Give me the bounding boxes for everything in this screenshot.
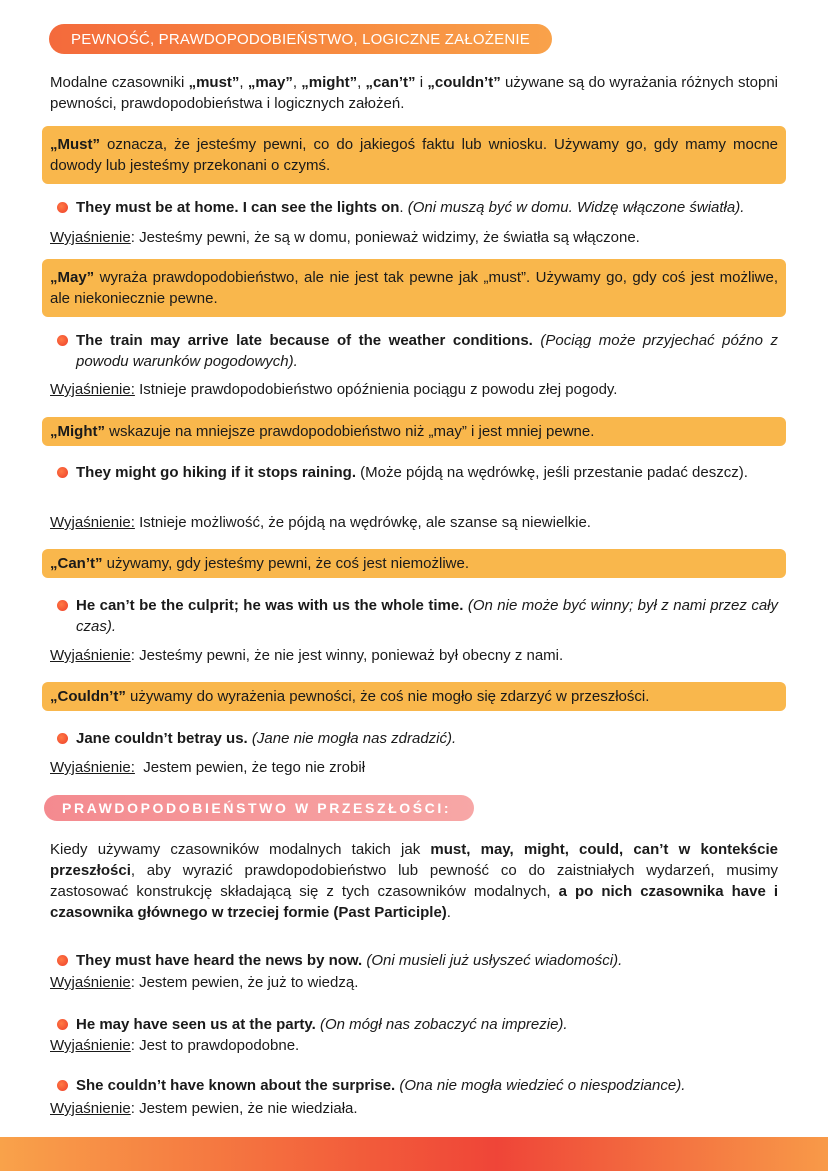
may-definition-box bbox=[42, 259, 786, 317]
couldnt-description: używamy do wyrażenia pewności, że coś nie mogło się zdarzyć w przeszłości. bbox=[125, 688, 650, 705]
may-explanation: Wyjaśnienie: Istnieje prawdopodobieństwo opóźnienia pociągu z powodu złej pogody. bbox=[50, 381, 618, 398]
must-explanation: Wyjaśnienie: Jesteśmy pewni, że są w domu, ponieważ widzimy, że światła są włączone. bbox=[50, 229, 640, 246]
cant-explanation: Wyjaśnienie: Jesteśmy pewni, że nie jest winny, ponieważ był obecny z nami. bbox=[50, 647, 564, 664]
past-explanation-3: Wyjaśnienie: Jestem pewien, że nie wiedziała. bbox=[50, 1100, 358, 1117]
bullet-icon bbox=[57, 733, 68, 744]
past-example-1: They must have heard the news by now. (Oni musieli już usłyszeć wiadomości). bbox=[76, 952, 623, 969]
may-term: „May” bbox=[50, 269, 95, 286]
section-heading-certainty bbox=[49, 24, 552, 54]
might-example: They might go hiking if it stops raining. (Może pójdą na wędrówkę, jeśli przestanie padać deszcz). bbox=[76, 464, 748, 481]
section-heading-text: PRAWDOPODOBIEŃSTWO W PRZESZŁOŚCI: bbox=[62, 800, 452, 816]
may-example: The train may arrive late because of the weather conditions. (Pociąg może przyjechać późno z powodu warunków pogodowych). bbox=[76, 332, 778, 370]
bullet-icon bbox=[57, 600, 68, 611]
might-term: „Might” bbox=[50, 423, 105, 440]
cant-definition-box bbox=[42, 549, 786, 578]
must-term: „Must” bbox=[50, 136, 100, 153]
bullet-icon bbox=[57, 202, 68, 213]
must-example: They must be at home. I can see the lights on. (Oni muszą być w domu. Widzę włączone światła). bbox=[76, 199, 745, 216]
might-description: wskazuje na mniejsze prawdopodobieństwo niż „may” i jest mniej pewne. bbox=[104, 423, 595, 440]
intro-paragraph: Modalne czasowniki „must”, „may”, „might”, „can’t” i „couldn’t” używane są do wyrażania różnych stopni pewności, prawdopodobieństwa i logicznych założeń. bbox=[50, 74, 778, 112]
couldnt-example: Jane couldn’t betray us. (Jane nie mogła nas zdradzić). bbox=[76, 730, 457, 747]
cant-description: używamy, gdy jesteśmy pewni, że coś jest niemożliwe. bbox=[102, 555, 470, 572]
past-example-2: He may have seen us at the party. (On mógł nas zobaczyć na imprezie). bbox=[76, 1016, 568, 1033]
couldnt-term: „Couldn’t” bbox=[50, 688, 126, 705]
must-description: oznacza, że jesteśmy pewni, co do jakiegoś faktu lub wniosku. Używamy go, gdy mamy mocne dowody lub jesteśmy przekonani o czymś. bbox=[50, 136, 778, 174]
might-definition-box bbox=[42, 417, 786, 446]
past-explanation-2: Wyjaśnienie: Jest to prawdopodobne. bbox=[50, 1037, 300, 1054]
section-heading-text: PEWNOŚĆ, PRAWDOPODOBIEŃSTWO, LOGICZNE ZAŁOŻENIE bbox=[71, 30, 530, 48]
past-intro-paragraph: Kiedy używamy czasowników modalnych takich jak must, may, might, could, can’t w kontekście przeszłości, aby wyrazić prawdopodobieństwo lub pewność co do zaistniałych wydarzeń, musimy zastosować konstrukcję składającą się z tych czasowników modalnych, a po nich czasownika have i czasownika głównego w trzeciej formie (Past Participle). bbox=[50, 841, 778, 921]
bullet-icon bbox=[57, 955, 68, 966]
past-explanation-1: Wyjaśnienie: Jestem pewien, że już to wiedzą. bbox=[50, 974, 359, 991]
bullet-icon bbox=[57, 467, 68, 478]
cant-example: He can’t be the culprit; he was with us the whole time. (On nie może być winny; był z nami przez cały czas). bbox=[76, 597, 779, 635]
past-example-3: She couldn’t have known about the surprise. (Ona nie mogła wiedzieć o niespodziance). bbox=[76, 1077, 686, 1094]
cant-term: „Can’t” bbox=[50, 555, 103, 572]
bullet-icon bbox=[57, 1019, 68, 1030]
might-explanation: Wyjaśnienie: Istnieje możliwość, że pójdą na wędrówkę, ale szanse są niewielkie. bbox=[50, 514, 591, 531]
section-heading-past bbox=[44, 795, 474, 821]
may-description: wyraża prawdopodobieństwo, ale nie jest tak pewne jak „must”. Używamy go, gdy coś jest możliwe, ale niekoniecznie pewne. bbox=[50, 269, 778, 307]
bullet-icon bbox=[57, 335, 68, 346]
couldnt-explanation: Wyjaśnienie: Jestem pewien, że tego nie zrobił bbox=[50, 759, 366, 776]
bullet-icon bbox=[57, 1080, 68, 1091]
couldnt-definition-box bbox=[42, 682, 786, 711]
must-definition-box bbox=[42, 126, 786, 184]
footer-gradient-bar bbox=[0, 1137, 828, 1171]
